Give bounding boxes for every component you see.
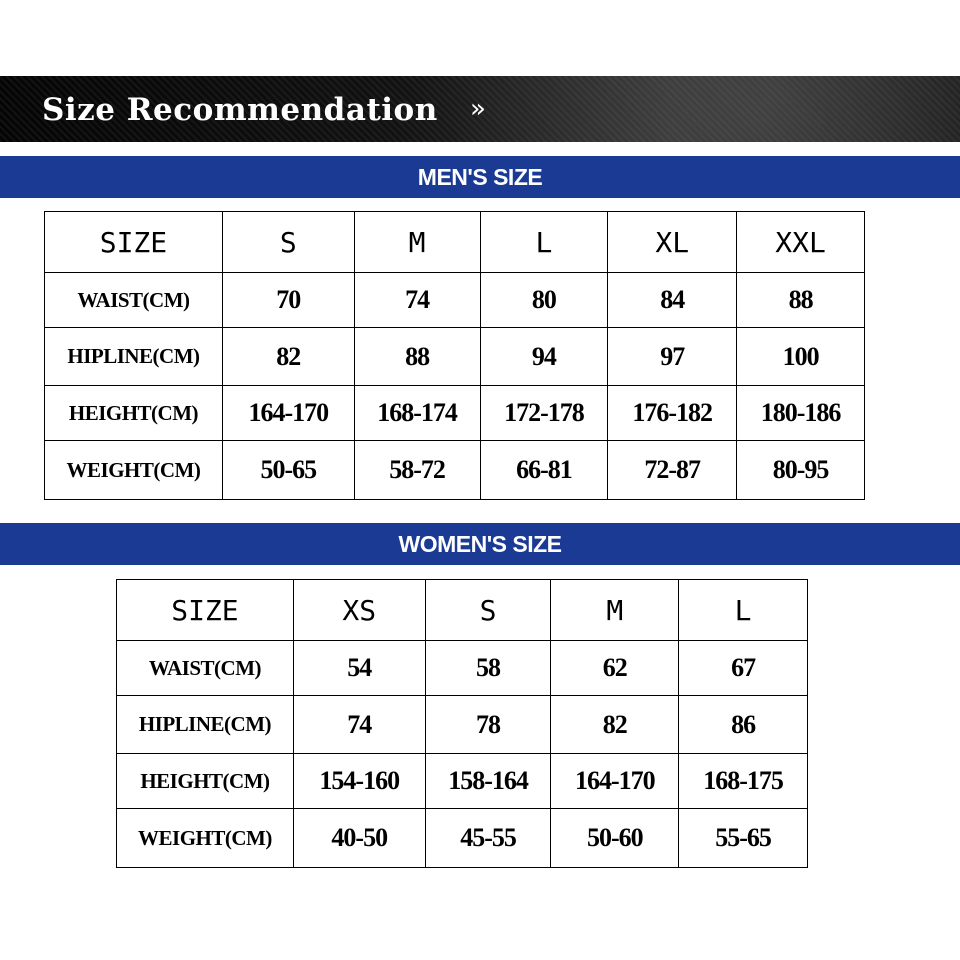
- womens-size-table: [116, 579, 808, 868]
- header-cell: SIZE: [45, 212, 223, 273]
- table-cell: 58-72: [354, 441, 480, 500]
- row-label: HIPLINE(CM): [117, 696, 294, 754]
- row-label: WAIST(CM): [45, 273, 223, 328]
- table-cell: 54: [293, 641, 425, 696]
- table-cell: 94: [480, 328, 608, 386]
- table-cell: 172-178: [480, 386, 608, 441]
- table-header-row: [117, 580, 808, 641]
- table-cell: 82: [551, 696, 679, 754]
- header-cell: M: [551, 580, 679, 641]
- header-cell: S: [222, 212, 354, 273]
- table-cell: 168-174: [354, 386, 480, 441]
- table-cell: 55-65: [679, 809, 808, 868]
- row-label: HEIGHT(CM): [117, 754, 294, 809]
- table-cell: 97: [608, 328, 737, 386]
- womens-size-heading: WOMEN'S SIZE: [0, 523, 960, 565]
- header-cell: M: [354, 212, 480, 273]
- table-cell: 50-60: [551, 809, 679, 868]
- row-label: WEIGHT(CM): [117, 809, 294, 868]
- table-header-row: [45, 212, 865, 273]
- table-cell: 82: [222, 328, 354, 386]
- header-cell: XL: [608, 212, 737, 273]
- table-cell: 80: [480, 273, 608, 328]
- header-cell: L: [480, 212, 608, 273]
- table-cell: 80-95: [737, 441, 865, 500]
- table-cell: 40-50: [293, 809, 425, 868]
- mens-size-table: [44, 211, 865, 500]
- row-label: WEIGHT(CM): [45, 441, 223, 500]
- table-row: [45, 273, 865, 328]
- table-cell: 158-164: [425, 754, 551, 809]
- header-cell: XXL: [737, 212, 865, 273]
- header-cell: S: [425, 580, 551, 641]
- table-cell: 78: [425, 696, 551, 754]
- table-cell: 45-55: [425, 809, 551, 868]
- row-label: WAIST(CM): [117, 641, 294, 696]
- table-cell: 74: [354, 273, 480, 328]
- table-cell: 180-186: [737, 386, 865, 441]
- table-row: [45, 328, 865, 386]
- row-label: HIPLINE(CM): [45, 328, 223, 386]
- double-chevron-right-icon: »: [470, 94, 486, 124]
- table-cell: 84: [608, 273, 737, 328]
- table-cell: 164-170: [551, 754, 679, 809]
- table-cell: 62: [551, 641, 679, 696]
- header-cell: L: [679, 580, 808, 641]
- table-cell: 168-175: [679, 754, 808, 809]
- table-cell: 88: [737, 273, 865, 328]
- table-cell: 176-182: [608, 386, 737, 441]
- table-cell: 74: [293, 696, 425, 754]
- mens-size-heading: MEN'S SIZE: [0, 156, 960, 198]
- table-cell: 86: [679, 696, 808, 754]
- table-cell: 70: [222, 273, 354, 328]
- header-banner: [0, 76, 960, 142]
- table-row: [45, 441, 865, 500]
- table-row: [117, 754, 808, 809]
- table-cell: 58: [425, 641, 551, 696]
- table-row: [117, 696, 808, 754]
- table-cell: 154-160: [293, 754, 425, 809]
- header-cell: XS: [293, 580, 425, 641]
- table-cell: 72-87: [608, 441, 737, 500]
- table-row: [117, 641, 808, 696]
- table-cell: 100: [737, 328, 865, 386]
- banner-title: Size Recommendation: [42, 92, 438, 128]
- table-row: [117, 809, 808, 868]
- header-cell: SIZE: [117, 580, 294, 641]
- row-label: HEIGHT(CM): [45, 386, 223, 441]
- table-cell: 88: [354, 328, 480, 386]
- table-cell: 66-81: [480, 441, 608, 500]
- table-cell: 50-65: [222, 441, 354, 500]
- table-cell: 164-170: [222, 386, 354, 441]
- table-cell: 67: [679, 641, 808, 696]
- table-row: [45, 386, 865, 441]
